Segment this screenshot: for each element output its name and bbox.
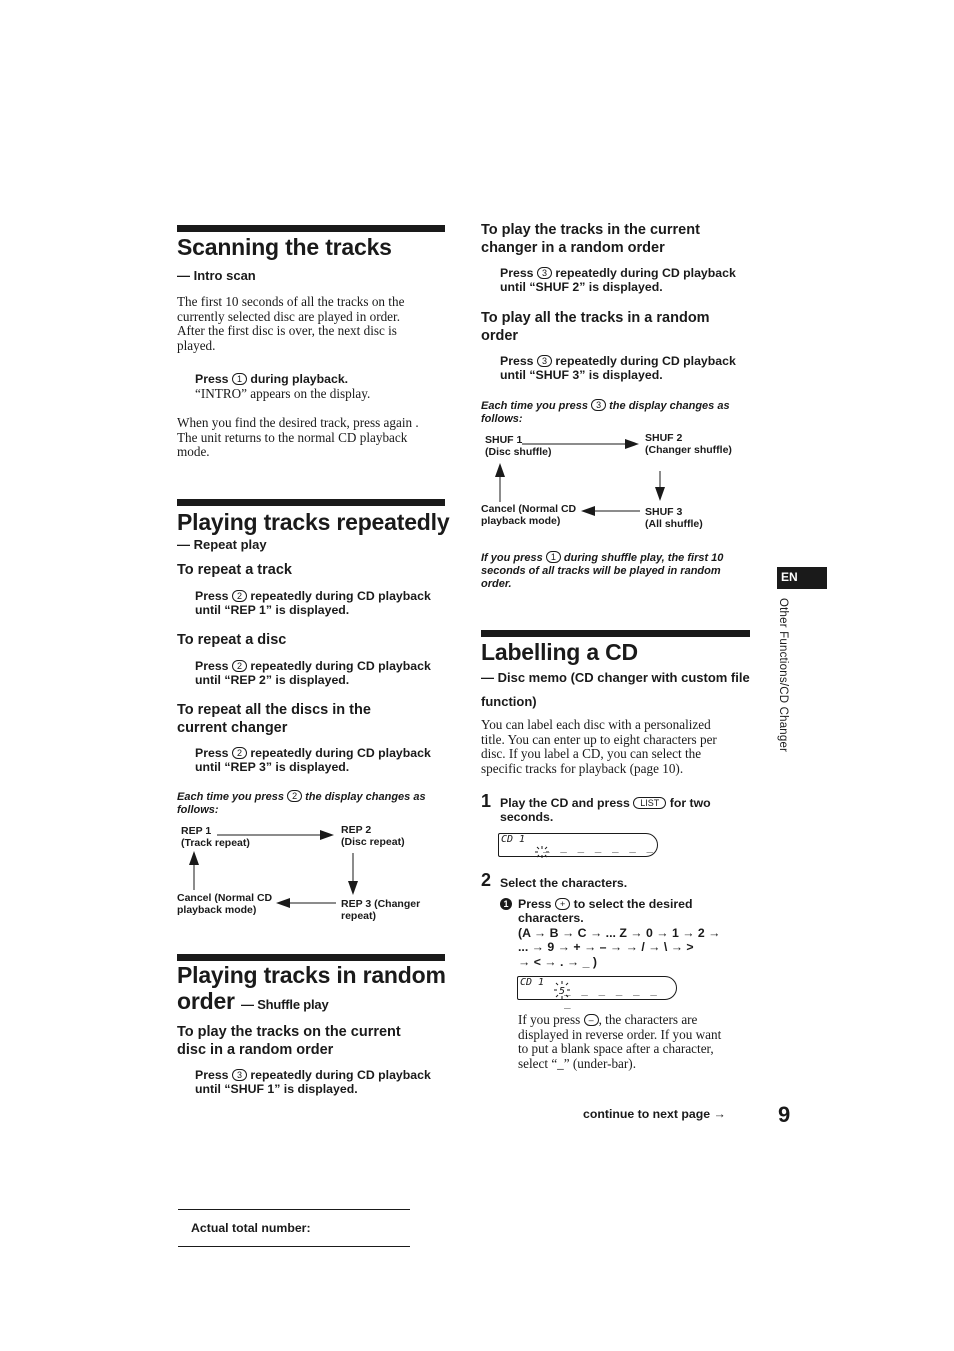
continue-link: continue to next page → xyxy=(583,1107,726,1121)
total-number-label: Actual total number: xyxy=(191,1221,311,1235)
label-step-1: Play the CD and press LIST for two seconds. xyxy=(500,796,711,825)
diagram-rep2: REP 2 (Disc repeat) xyxy=(341,824,405,848)
label-title: Labelling a CD xyxy=(481,639,638,665)
display-disc-label: CD 1 xyxy=(520,977,545,988)
page-number: 9 xyxy=(778,1102,791,1127)
lcd-display-2 xyxy=(517,976,677,1009)
repeat-all-step: Press 2 repeatedly during CD playback until “REP 3” is displayed. xyxy=(195,746,431,775)
scanning-title: Scanning the tracks xyxy=(177,234,392,260)
label-note: If you press – , the characters are displayed in reverse order. If you want to put a blank space after a character, select “_” (under-bar). xyxy=(518,1012,722,1071)
repeat-disc-heading: To repeat a disc xyxy=(177,632,287,648)
repeat-title: Playing tracks repeatedly xyxy=(177,509,450,535)
key-3-icon: 3 xyxy=(537,267,552,279)
repeat-diagram-arrows xyxy=(170,820,440,930)
language-tab xyxy=(777,567,827,589)
diagram-rep3: REP 3 (Changer repeat) xyxy=(341,898,421,922)
language-tab-label: EN xyxy=(781,570,798,584)
scanning-intro: The first 10 seconds of all the tracks on the currently selected disc are played in order. After the first disc is over, the next disc is played. xyxy=(177,294,405,353)
scanning-result: “INTRO” appears on the display. xyxy=(195,386,371,401)
repeat-track-heading: To repeat a track xyxy=(177,562,292,578)
section-rule xyxy=(481,630,750,637)
shuffle-diagram-arrows xyxy=(474,430,744,540)
random-all-step: Press 3 repeatedly during CD playback until “SHUF 3” is displayed. xyxy=(500,354,736,383)
repeat-track-step: Press 2 repeatedly during CD playback until “REP 1” is displayed. xyxy=(195,589,431,618)
label-intro: You can label each disc with a personalized title. You can enter up to eight characters per disc. If you label a CD, you can select the specific tracks for playback (page 10). xyxy=(481,717,717,776)
key-3-icon: 3 xyxy=(591,399,606,411)
section-rule xyxy=(177,499,445,506)
key-2-icon: 2 xyxy=(232,747,247,759)
key-1-icon: 1 xyxy=(232,373,247,385)
key-3-icon: 3 xyxy=(537,355,552,367)
display-dashes: _ _ _ _ _ _ _ xyxy=(564,983,659,1009)
random-disc-step: Press 3 repeatedly during CD playback until “SHUF 1” is displayed. xyxy=(195,1068,431,1097)
section-side-label: Other Functions/CD Changer xyxy=(777,598,789,753)
key-2-icon: 2 xyxy=(232,590,247,602)
step-1-number: 1 xyxy=(481,791,492,811)
repeat-subtitle: — Repeat play xyxy=(177,537,267,552)
repeat-disc-step: Press 2 repeatedly during CD playback until “REP 2” is displayed. xyxy=(195,659,431,688)
scanning-outro: When you find the desired track, press again . The unit returns to the normal CD playback mode. xyxy=(177,415,419,460)
random-changer-heading: To play the tracks in the current changer in a random order xyxy=(481,222,700,256)
key-3-icon: 3 xyxy=(232,1069,247,1081)
random-title: Playing tracks in random order — Shuffle play xyxy=(177,962,446,1014)
scanning-step: Press 1 during playback. xyxy=(195,372,349,386)
random-disc-heading: To play the tracks on the current disc in a random order xyxy=(177,1024,401,1058)
list-button-icon: LIST xyxy=(633,797,666,809)
label-subtitle: — Disc memo (CD changer with custom file function) xyxy=(481,670,750,709)
label-step-2: Select the characters. xyxy=(500,876,628,890)
sub-step-marker: 1 xyxy=(500,898,512,910)
random-all-heading: To play all the tracks in a random order xyxy=(481,310,710,344)
lcd-display-1 xyxy=(498,833,658,857)
svg-text:5: 5 xyxy=(559,986,566,997)
step-2-number: 2 xyxy=(481,870,492,890)
diagram-shuf3: SHUF 3 (All shuffle) xyxy=(645,506,703,530)
repeat-all-heading: To repeat all the discs in the current changer xyxy=(177,702,371,736)
key-2-icon: 2 xyxy=(232,660,247,672)
display-dashes: _ _ _ _ _ _ _ xyxy=(543,840,656,853)
random-changer-step: Press 3 repeatedly during CD playback until “SHUF 2” is displayed. xyxy=(500,266,736,295)
shuffle-note: If you press 1 during shuffle play, the first 10 seconds of all tracks will be played in random order. xyxy=(481,552,724,590)
diagram-rep1: REP 1 (Track repeat) xyxy=(181,825,250,849)
scanning-subtitle: — Intro scan xyxy=(177,268,256,283)
minus-button-icon: – xyxy=(584,1014,599,1026)
diagram-shuf2: SHUF 2 (Changer shuffle) xyxy=(645,432,732,456)
section-rule xyxy=(177,225,445,232)
key-2-icon: 2 xyxy=(287,790,302,802)
total-number-box xyxy=(178,1209,410,1247)
repeat-each-time: Each time you press 2 the display changes as follows: xyxy=(177,791,426,816)
display-disc-label: CD 1 xyxy=(501,834,526,845)
random-each-time: Each time you press 3 the display changes as follows: xyxy=(481,400,730,425)
key-1-icon: 1 xyxy=(546,551,561,563)
label-sub-step-1: Press + to select the desired characters. (A → B → C → ... Z → 0 → 1 → 2 → ... → 9 → + → – → → / → \ → > → < → . → _ ) xyxy=(518,897,721,969)
diagram-shuf1: SHUF 1 (Disc shuffle) xyxy=(485,434,552,458)
diagram-shuffle-cancel: Cancel (Normal CD playback mode) xyxy=(481,503,577,527)
plus-button-icon: + xyxy=(555,898,570,910)
section-rule xyxy=(177,954,445,961)
diagram-cancel: Cancel (Normal CD playback mode) xyxy=(177,892,273,916)
